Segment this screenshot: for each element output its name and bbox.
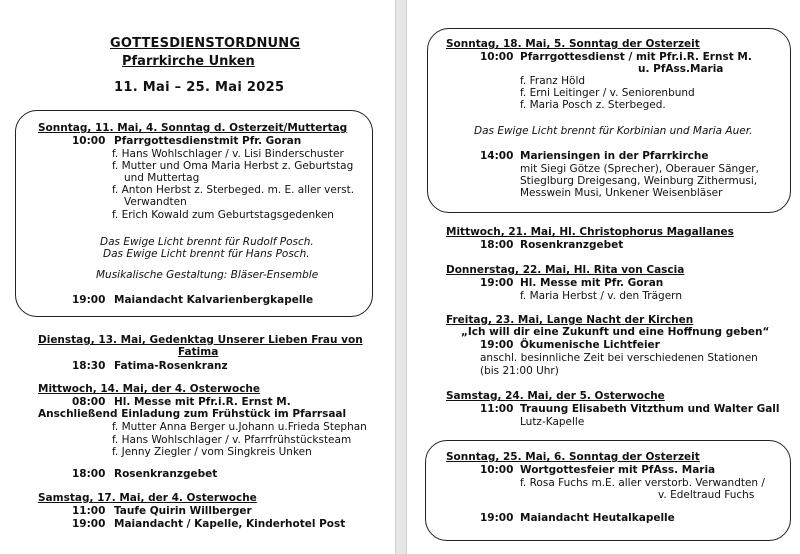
document-title: GOTTESDIENSTORDNUNG: [110, 36, 301, 51]
time: 18:00: [72, 468, 106, 480]
intention: f. Maria Herbst / v. den Trägern: [520, 290, 682, 302]
event: Hl. Messe mit Pfr.i.R. Ernst M.: [114, 396, 291, 408]
event-detail: Messwein Musi, Unkener Weisenbläser: [520, 187, 723, 199]
time: 10:00: [72, 135, 106, 147]
event: Pfarrgottesdienstmit Pfr. Goran: [114, 135, 302, 147]
music-note: Musikalische Gestaltung: Bläser-Ensemble: [96, 269, 319, 281]
event: Mariensingen in der Pfarrkirche: [520, 150, 709, 162]
intention: f. Anton Herbst z. Sterbeged. m. E. aller verst.: [112, 184, 355, 196]
time: 18:00: [480, 239, 514, 251]
intention: f. Mutter Anna Berger u.Johann u.Frieda Stephan: [112, 421, 367, 433]
event-detail: anschl. besinnliche Zeit bei verschiedenen Stationen: [480, 352, 758, 364]
intention: f. Rosa Fuchs m.E. aller verstorb. Verwandten /: [520, 477, 765, 489]
intention-cont: v. Edeltraud Fuchs: [658, 489, 755, 501]
sunday-25-heading: Sonntag, 25. Mai, 6. Sonntag der Osterzeit: [446, 451, 700, 463]
church-name: Pfarrkirche Unken: [122, 54, 255, 69]
eternal-light-note: Das Ewige Licht brennt für Korbinian und Maria Auer.: [474, 125, 753, 137]
event: Taufe Quirin Willberger: [114, 505, 252, 517]
event-detail: mit Siegi Götze (Sprecher), Oberauer Sänger,: [520, 163, 759, 175]
time: 19:00: [72, 294, 106, 306]
intention: f. Erich Kowald zum Geburtstagsgedenken: [112, 209, 334, 221]
intention: f. Mutter und Oma Maria Herbst z. Geburtstag: [112, 160, 354, 172]
thursday-22-heading: Donnerstag, 22. Mai, Hl. Rita von Cascia: [446, 264, 685, 276]
saturday-17-heading: Samstag, 17. Mai, der 4. Osterwoche: [38, 492, 257, 504]
intention: und Muttertag: [124, 172, 200, 184]
page-gutter: [395, 0, 407, 554]
intention: f. Maria Posch z. Sterbeged.: [520, 99, 666, 111]
time: 18:30: [72, 360, 106, 372]
intention: f. Hans Wohlschlager / v. Lisi Binderschuster: [112, 148, 344, 160]
sunday-11-heading: Sonntag, 11. Mai, 4. Sonntag d. Osterzeit/Muttertag: [38, 122, 348, 134]
time: 11:00: [72, 505, 106, 517]
event-detail: Stieglburg Dreigesang, Weinburg Zithermusi,: [520, 175, 758, 187]
intention: f. Jenny Ziegler / vom Singkreis Unken: [112, 446, 312, 458]
time: 10:00: [480, 51, 514, 63]
date-range: 11. Mai – 25. Mai 2025: [114, 80, 285, 95]
event: Maiandacht / Kapelle, Kinderhotel Post: [114, 518, 346, 530]
event: Maiandacht Heutalkapelle: [520, 512, 675, 524]
time: 10:00: [480, 464, 514, 476]
event: Rosenkranzgebet: [114, 468, 218, 480]
event-note: Anschließend Einladung zum Frühstück im Pfarrsaal: [38, 408, 347, 420]
time: 19:00: [480, 339, 514, 351]
event: Wortgottesfeier mit PfAss. Maria: [520, 464, 716, 476]
event: Fatima-Rosenkranz: [114, 360, 228, 372]
event-cont: u. PfAss.Maria: [638, 63, 724, 75]
time: 19:00: [480, 512, 514, 524]
eternal-light-note: Das Ewige Licht brennt für Rudolf Posch.: [100, 236, 314, 248]
intention: Verwandten: [124, 196, 187, 208]
event-detail: (bis 21:00 Uhr): [480, 365, 559, 377]
time: 14:00: [480, 150, 514, 162]
friday-23-heading: Freitag, 23. Mai, Lange Nacht der Kirchen: [446, 314, 694, 326]
event: Trauung Elisabeth Vitzthum und Walter Gall: [520, 403, 780, 415]
time: 19:00: [480, 277, 514, 289]
event-place: Lutz-Kapelle: [520, 416, 585, 428]
sunday-18-heading: Sonntag, 18. Mai, 5. Sonntag der Osterzeit: [446, 38, 700, 50]
intention: f. Hans Wohlschlager / v. Pfarrfrühstücksteam: [112, 434, 352, 446]
event: Ökumenische Lichtfeier: [520, 339, 660, 351]
event: Hl. Messe mit Pfr. Goran: [520, 277, 664, 289]
time: 19:00: [72, 518, 106, 530]
intention: f. Franz Höld: [520, 75, 586, 87]
saturday-24-heading: Samstag, 24. Mai, der 5. Osterwoche: [446, 390, 665, 402]
motto: „Ich will dir eine Zukunft und eine Hoffnung geben“: [461, 326, 770, 338]
intention: f. Erni Leitinger / v. Seniorenbund: [520, 87, 695, 99]
event: Maiandacht Kalvarienbergkapelle: [114, 294, 314, 306]
eternal-light-note: Das Ewige Licht brennt für Hans Posch.: [103, 248, 310, 260]
tuesday-13-heading-cont: Fatima: [178, 346, 219, 358]
left-page: [0, 0, 395, 554]
time: 11:00: [480, 403, 514, 415]
wednesday-21-heading: Mittwoch, 21. Mai, Hl. Christophorus Magallanes: [446, 226, 734, 238]
right-page: [407, 0, 800, 554]
event: Rosenkranzgebet: [520, 239, 624, 251]
tuesday-13-heading: Dienstag, 13. Mai, Gedenktag Unserer Lieben Frau von: [38, 334, 363, 346]
time: 08:00: [72, 396, 106, 408]
wednesday-14-heading: Mittwoch, 14. Mai, der 4. Osterwoche: [38, 383, 261, 395]
event: Pfarrgottesdienst / mit Pfr.i.R. Ernst M.: [520, 51, 752, 63]
